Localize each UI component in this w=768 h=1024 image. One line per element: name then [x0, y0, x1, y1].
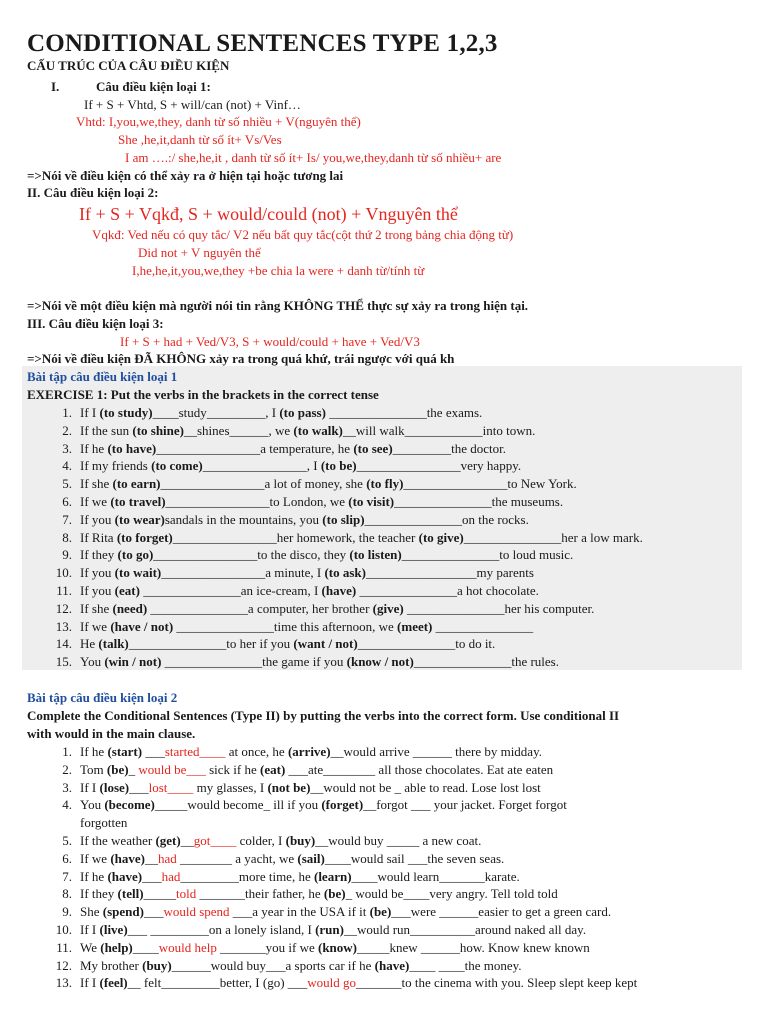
verb-prompt: (be): [106, 761, 129, 777]
item-text: _________more time, he: [180, 868, 314, 884]
type1-heading-number: I.: [51, 79, 60, 94]
exercise2-item: [40, 939, 590, 956]
item-text: _______________an ice-cream, I: [139, 583, 322, 598]
item-text: __would run__________around naked all day.: [343, 922, 587, 937]
verb-prompt: (know): [318, 939, 358, 955]
verb-prompt: (feel): [99, 975, 128, 991]
verb-prompt: (not be): [267, 779, 311, 795]
verb-prompt: (have / not): [110, 618, 174, 634]
item-number: 2.: [62, 422, 72, 438]
verb-prompt: (eat): [260, 761, 286, 777]
item-text: If the weather: [80, 833, 156, 848]
type1-note-1: Vhtd: I,you,we,they, danh từ số nhiều + V(nguyên thể): [76, 114, 361, 129]
exercise1-item: [40, 457, 521, 474]
item-text: If the sun: [80, 422, 133, 438]
exercise1-item: [40, 493, 563, 510]
item-text: _________________my parents: [366, 565, 534, 581]
item-number: 6.: [62, 850, 72, 866]
item-text: She: [80, 904, 103, 920]
item-number: 7.: [62, 868, 72, 884]
item-text: __would buy _____ a new coat.: [315, 833, 482, 848]
item-text: _________the doctor.: [392, 440, 507, 456]
exercise1-item: [40, 600, 594, 617]
item-text: __would arrive ______ there by midday.: [330, 744, 542, 759]
item-text: ________________her homework, the teacher: [172, 529, 419, 545]
item-text: _______________time this afternoon, we: [173, 618, 398, 634]
item-text: ____would learn_______karate.: [351, 868, 520, 884]
item-text: sandals in the mountains, you: [164, 511, 323, 527]
verb-prompt: (to shine): [132, 422, 184, 438]
item-text: If he: [80, 868, 108, 884]
item-text: sick if he: [205, 761, 261, 777]
verb-prompt: (to visit): [348, 494, 395, 509]
item-text: ___ate________ all those chocolates. Eat ate eaten: [285, 761, 554, 777]
item-text: _______________the game if you: [161, 654, 347, 670]
item-text: ________________a temperature, he: [156, 440, 354, 456]
answer-text: had: [158, 850, 177, 866]
item-text: If she: [80, 476, 113, 492]
verb-prompt: (sail): [297, 850, 325, 866]
verb-prompt: (want / not): [293, 636, 358, 652]
item-text: If you: [80, 511, 115, 527]
verb-prompt: (to fly): [366, 476, 404, 492]
item-text: _______________on the rocks.: [364, 511, 529, 527]
item-text: If we: [80, 494, 111, 509]
verb-prompt: (to walk): [293, 422, 343, 438]
exercise1-item: [40, 404, 482, 421]
verb-prompt: (eat): [114, 583, 140, 598]
type2-heading: II. Câu điều kiện loại 2:: [27, 185, 159, 200]
item-number: 5.: [62, 476, 72, 492]
item-text: _______________the exams.: [325, 405, 483, 420]
structure-heading: CẤU TRÚC CỦA CÂU ĐIỀU KIỆN: [27, 58, 230, 73]
exercise2-heading-line-2: with would in the main clause.: [27, 726, 196, 741]
item-number: 12.: [55, 600, 72, 616]
verb-prompt: (live): [99, 922, 128, 937]
item-text: _______________the rules.: [413, 654, 559, 670]
verb-prompt: (have): [374, 957, 410, 973]
item-text: If she: [80, 600, 113, 616]
verb-prompt: (lose): [99, 779, 130, 795]
verb-prompt: (be): [323, 886, 346, 902]
item-text: ___: [143, 904, 164, 920]
exercise1-item: [40, 422, 535, 439]
item-number: 8.: [62, 529, 72, 545]
item-number: 4.: [62, 797, 72, 813]
type3-heading: III. Câu điều kiện loại 3:: [27, 316, 164, 331]
exercise2-section-title: Bài tập câu điều kiện loại 2: [27, 690, 178, 705]
item-text: If I: [80, 922, 100, 937]
item-number: 2.: [62, 761, 72, 777]
exercise1-item: [40, 582, 539, 599]
answer-text: would spend: [163, 904, 230, 920]
type3-formula: If + S + had + Ved/V3, S + would/could + have + Ved/V3: [120, 334, 420, 349]
verb-prompt: (meet): [397, 618, 433, 634]
item-number: 13.: [55, 975, 72, 991]
verb-prompt: (tell): [117, 886, 144, 902]
verb-prompt: (be): [369, 904, 392, 920]
item-text: _____: [143, 886, 177, 902]
verb-prompt: (to earn): [112, 476, 161, 492]
verb-prompt: (to ask): [324, 565, 366, 581]
item-text: ________________a lot of money, she: [160, 476, 367, 492]
item-text: my glasses, I: [193, 779, 268, 795]
verb-prompt: (give): [372, 600, 404, 616]
type1-note-2: She ,he,it,danh từ số ít+ Vs/Ves: [118, 132, 282, 147]
item-text: ________________to the disco, they: [153, 547, 350, 563]
item-text: _______________to loud music.: [401, 547, 574, 563]
verb-prompt: (to have): [107, 440, 157, 456]
answer-text: had: [161, 868, 181, 884]
verb-prompt: (to wear): [114, 511, 165, 527]
exercise1-item: [40, 635, 495, 652]
item-number: 9.: [62, 904, 72, 920]
answer-text: would help: [158, 939, 217, 955]
item-text: If I: [80, 405, 100, 420]
verb-prompt: (to pass): [279, 405, 326, 420]
type2-note-3: I,he,he,it,you,we,they +be chia la were + danh từ/tính từ: [132, 263, 425, 278]
verb-prompt: (to go): [117, 547, 154, 563]
verb-prompt: (have): [110, 850, 145, 866]
item-text: ______would buy___a sports car if he: [171, 957, 375, 973]
exercise2-item: [40, 974, 637, 991]
exercise2-item: [40, 761, 553, 778]
item-text: If they: [80, 547, 118, 563]
verb-prompt: (arrive): [287, 744, 331, 759]
verb-prompt: (need): [112, 600, 148, 616]
exercise1-heading: EXERCISE 1: Put the verbs in the brackets in the correct tense: [27, 387, 379, 402]
item-number: 15.: [55, 654, 72, 670]
item-text: _______________to do it.: [357, 636, 496, 652]
item-text: ___ _________on a lonely island, I: [127, 922, 316, 937]
answer-text: lost____: [148, 779, 194, 795]
verb-prompt: (win / not): [104, 654, 162, 670]
item-text: ____study_________, I: [152, 405, 280, 420]
answer-text: would be___: [135, 761, 206, 777]
item-number: 12.: [55, 957, 72, 973]
verb-prompt: (have): [321, 583, 357, 598]
verb-prompt: (to see): [353, 440, 393, 456]
item-text: _______________a computer, her brother: [147, 600, 373, 616]
exercise1-item: [40, 475, 577, 492]
item-text: _ would be____very angry. Tell told told: [345, 886, 558, 902]
item-number: 6.: [62, 494, 72, 509]
answer-text: got____: [193, 833, 237, 848]
item-text: ___: [142, 744, 165, 759]
item-text: ________________to London, we: [165, 494, 349, 509]
item-text: If we: [80, 618, 111, 634]
item-text: ___a year in the USA if it: [229, 904, 370, 920]
exercise1-item: [40, 653, 559, 670]
verb-prompt: (forget): [321, 797, 364, 813]
item-text: forgotten: [80, 815, 128, 831]
verb-prompt: (to slip): [322, 511, 365, 527]
item-number: 3.: [62, 779, 72, 795]
item-text: If I: [80, 975, 100, 991]
item-text: Tom: [80, 761, 107, 777]
item-text: If you: [80, 565, 115, 581]
exercise1-item: [40, 564, 534, 581]
item-text: If I: [80, 779, 100, 795]
item-number: 9.: [62, 547, 72, 563]
type1-formula: If + S + Vhtd, S + will/can (not) + Vinf…: [84, 97, 301, 112]
item-text: __will walk____________into town.: [342, 422, 536, 438]
type1-note-3: I am ….:/ she,he,it , danh từ số ít+ Is/ you,we,they,danh từ số nhiều+ are: [125, 150, 502, 165]
type3-meaning: =>Nói về điều kiện ĐÃ KHÔNG xảy ra trong quá khứ, trái ngược với quá kh: [27, 351, 455, 366]
item-text: __would not be _ able to read. Lose lost lost: [310, 779, 541, 795]
exercise2-item: [40, 921, 586, 938]
item-text: _______their father, he: [196, 886, 324, 902]
exercise1-item: [40, 618, 533, 635]
item-text: If he: [80, 440, 108, 456]
item-text: He: [80, 636, 99, 652]
verb-prompt: (become): [104, 797, 155, 813]
type2-note-1: Vqkđ: Ved nếu có quy tắc/ V2 nếu bất quy tắc(cột thứ 2 trong bảng chia động từ): [92, 227, 514, 242]
verb-prompt: (to come): [151, 458, 203, 474]
exercise2-item: [40, 885, 558, 902]
item-text: colder, I: [236, 833, 286, 848]
item-text: ____: [132, 939, 159, 955]
item-number: 11.: [56, 583, 72, 598]
verb-prompt: (to travel): [110, 494, 166, 509]
exercise2-item: [40, 814, 127, 831]
item-text: ____ ____the money.: [409, 957, 522, 973]
answer-text: told: [176, 886, 197, 902]
item-text: If we: [80, 850, 111, 866]
exercise2-item: [40, 832, 481, 849]
item-number: 4.: [62, 458, 72, 474]
exercise2-item: [40, 743, 542, 760]
exercise1-item: [40, 511, 529, 528]
verb-prompt: (talk): [98, 636, 129, 652]
item-number: 3.: [62, 440, 72, 456]
item-text: _______________her his computer.: [403, 600, 595, 616]
verb-prompt: (buy): [142, 957, 172, 973]
item-number: 5.: [62, 833, 72, 848]
exercise2-item: [40, 850, 504, 867]
item-text: If they: [80, 886, 118, 902]
verb-prompt: (to study): [99, 405, 153, 420]
item-text: at once, he: [225, 744, 288, 759]
item-number: 10.: [55, 922, 72, 937]
answer-text: would go: [307, 975, 357, 991]
item-text: _____knew ______how. Know knew known: [357, 939, 590, 955]
item-text: ___were ______easier to get a green card.: [391, 904, 612, 920]
item-text: If you: [80, 583, 115, 598]
verb-prompt: (know / not): [346, 654, 414, 670]
item-text: If Rita: [80, 529, 117, 545]
item-text: You: [80, 797, 105, 813]
type1-meaning: =>Nói về điều kiện có thể xảy ra ở hiện tại hoặc tương lai: [27, 168, 344, 183]
type2-note-2: Did not + V nguyên thể: [138, 245, 261, 260]
item-text: _______you if we: [216, 939, 318, 955]
type2-formula: If + S + Vqkđ, S + would/could (not) + Vnguyên thể: [79, 204, 458, 224]
item-text: _______________a hot chocolate.: [356, 583, 539, 598]
verb-prompt: (get): [155, 833, 181, 848]
item-text: _______________to her if you: [128, 636, 294, 652]
verb-prompt: (have): [107, 868, 143, 884]
item-text: If my friends: [80, 458, 152, 474]
item-text: ________________very happy.: [356, 458, 522, 474]
item-text: __: [145, 850, 158, 866]
verb-prompt: (to give): [418, 529, 464, 545]
exercise2-item: [40, 779, 541, 796]
item-text: ____would sail ___the seven seas.: [324, 850, 505, 866]
verb-prompt: (buy): [285, 833, 316, 848]
verb-prompt: (learn): [313, 868, 352, 884]
item-number: 11.: [56, 939, 72, 955]
item-text: _______________: [432, 618, 534, 634]
item-text: _______________the museums.: [394, 494, 564, 509]
item-text: _______to the cinema with you. Sleep slept keep kept: [356, 975, 638, 991]
item-text: If he: [80, 744, 108, 759]
item-number: 10.: [55, 565, 72, 581]
item-text: _______________her a low mark.: [463, 529, 643, 545]
item-number: 14.: [55, 636, 72, 652]
verb-prompt: (to be): [320, 458, 357, 474]
item-number: 1.: [62, 405, 72, 420]
item-text: You: [80, 654, 105, 670]
item-text: _: [128, 761, 136, 777]
item-text: ________________to New York.: [403, 476, 577, 492]
exercise1-item: [40, 529, 643, 546]
answer-text: started____: [164, 744, 226, 759]
exercise2-item: [40, 957, 522, 974]
type2-meaning: =>Nói về một điều kiện mà người nói tin rằng KHÔNG THỂ thực sự xảy ra trong hiện tại.: [27, 298, 529, 313]
item-text: ___: [142, 868, 162, 884]
exercise2-item: [40, 903, 611, 920]
verb-prompt: (to wait): [114, 565, 162, 581]
item-text: My brother: [80, 957, 143, 973]
item-text: ________________, I: [202, 458, 321, 474]
item-text: ________________a minute, I: [161, 565, 325, 581]
exercise2-heading-line-1: Complete the Conditional Sentences (Type II) by putting the verbs into the correct form. Use conditional II: [27, 708, 620, 723]
exercise1-section-title: Bài tập câu điều kiện loại 1: [27, 369, 178, 384]
verb-prompt: (spend): [102, 904, 144, 920]
item-number: 13.: [55, 618, 72, 634]
item-number: 1.: [62, 744, 72, 759]
exercise2-item: [40, 868, 520, 885]
type1-heading: Câu điều kiện loại 1:: [96, 79, 211, 94]
item-text: ________ a yacht, we: [176, 850, 298, 866]
verb-prompt: (to listen): [349, 547, 402, 563]
verb-prompt: (run): [315, 922, 344, 937]
verb-prompt: (to forget): [116, 529, 173, 545]
item-number: 8.: [62, 886, 72, 902]
item-text: We: [80, 939, 101, 955]
page-title: CONDITIONAL SENTENCES TYPE 1,2,3: [27, 30, 498, 57]
exercise1-item: [40, 440, 506, 457]
verb-prompt: (start): [107, 744, 143, 759]
item-text: __ felt_________better, I (go) ___: [127, 975, 308, 991]
verb-prompt: (help): [100, 939, 133, 955]
item-number: 7.: [62, 511, 72, 527]
item-text: __shines______, we: [184, 422, 294, 438]
exercise1-item: [40, 546, 573, 563]
exercise2-item: [40, 796, 567, 813]
item-text: _____would become_ ill if you: [154, 797, 322, 813]
item-text: ___: [129, 779, 149, 795]
item-text: __: [180, 833, 194, 848]
item-text: __forgot ___ your jacket. Forget forgot: [363, 797, 567, 813]
